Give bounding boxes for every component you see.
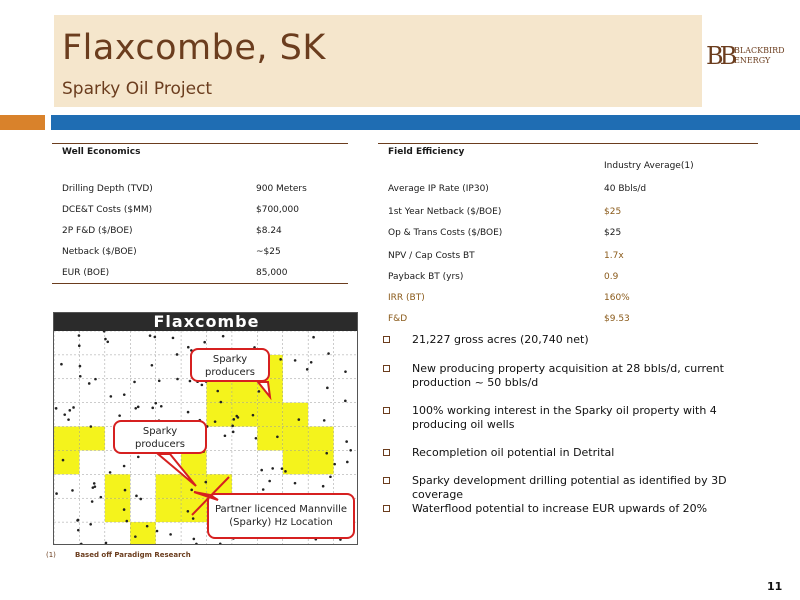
well-symbol — [149, 334, 152, 337]
row-label: Drilling Depth (TVD) — [62, 183, 153, 194]
row-value: 85,000 — [256, 267, 288, 278]
highlighted-section — [207, 379, 232, 403]
well-symbol — [235, 415, 238, 418]
row-value: 0.9 — [604, 271, 619, 282]
highlighted-section — [257, 403, 282, 427]
well-symbol — [67, 418, 70, 421]
sparky-producers-callout-left: Sparky producers — [113, 420, 207, 454]
row-label: Op & Trans Costs ($/BOE) — [388, 227, 503, 238]
well-symbol — [232, 431, 235, 434]
well-symbol — [79, 375, 82, 378]
table-row — [52, 199, 348, 220]
row-label: IRR (BT) — [388, 292, 425, 303]
well-symbol — [123, 393, 126, 396]
well-symbol — [79, 365, 82, 368]
well-symbol — [55, 407, 58, 410]
well-symbol — [151, 364, 154, 367]
accent-bar-blue — [51, 115, 800, 130]
highlighted-section — [156, 498, 181, 522]
table-row — [378, 222, 758, 243]
well-symbol — [195, 543, 198, 545]
well-symbol — [123, 508, 126, 511]
well-symbol — [220, 401, 223, 404]
well-symbol — [77, 529, 80, 532]
table-row — [378, 178, 758, 199]
well-symbol — [344, 370, 347, 373]
well-symbol — [329, 475, 332, 478]
well-symbol — [137, 406, 140, 409]
well-symbol — [60, 363, 63, 366]
row-value: 900 Meters — [256, 183, 307, 194]
map-title: Flaxcombe — [54, 313, 358, 331]
well-symbol — [325, 452, 328, 455]
highlighted-section — [54, 427, 79, 451]
table-row — [52, 178, 348, 199]
highlighted-section — [105, 474, 130, 498]
row-label: 1st Year Netback ($/BOE) — [388, 206, 502, 217]
well-symbol — [255, 437, 258, 440]
well-symbol — [134, 407, 137, 410]
well-symbol — [109, 471, 112, 474]
highlighted-section — [257, 379, 282, 403]
well-symbol — [72, 406, 75, 409]
sparky-producers-callout-top: Sparky producers — [190, 348, 270, 382]
well-symbol — [93, 482, 96, 485]
well-symbol — [193, 538, 196, 541]
well-symbol — [187, 346, 190, 349]
row-label: EUR (BOE) — [62, 267, 110, 278]
logo-line-1: BLACKBIRD — [734, 46, 785, 55]
well-symbol — [118, 414, 121, 417]
well-symbol — [80, 543, 83, 545]
table-row — [52, 241, 348, 262]
highlighted-section — [79, 427, 104, 451]
page-subtitle: Sparky Oil Project — [62, 79, 213, 99]
table-row — [378, 308, 758, 329]
well-symbol — [224, 434, 227, 437]
well-symbol — [326, 387, 329, 390]
table-row — [378, 287, 758, 308]
well-symbol — [232, 418, 235, 421]
well-symbol — [176, 378, 179, 381]
bullet-text: 100% working interest in the Sparky oil property with 4 producing oil wells — [412, 404, 717, 431]
well-symbol — [88, 382, 91, 385]
well-symbol — [89, 523, 92, 526]
well-symbol — [62, 459, 65, 462]
well-symbol — [63, 413, 66, 416]
well-symbol — [94, 378, 97, 381]
well-symbol — [327, 352, 330, 355]
well-symbol — [260, 469, 263, 472]
bullet-text: 21,227 gross acres (20,740 net) — [412, 333, 589, 346]
well-symbol — [139, 498, 142, 501]
row-value: 1.7x — [604, 250, 624, 261]
row-label: DCE&T Costs ($MM) — [62, 204, 153, 215]
well-symbol — [94, 485, 97, 488]
well-symbol — [172, 337, 175, 340]
well-symbol — [258, 390, 261, 393]
page-title: Flaxcombe, SK — [62, 28, 326, 68]
well-symbol — [262, 488, 265, 491]
bullet-text: New producing property acquisition at 28 bbls/d, current production ~ 50 bbls/d — [412, 362, 724, 389]
highlighted-section — [156, 474, 181, 498]
well-symbol — [204, 481, 207, 484]
well-symbol — [110, 395, 113, 398]
well-symbol — [346, 461, 349, 464]
company-logo — [706, 42, 792, 72]
well-symbol — [160, 405, 163, 408]
field-efficiency-heading: Field Efficiency — [378, 143, 758, 159]
row-label: F&D — [388, 313, 408, 324]
well-symbol — [91, 500, 94, 503]
highlighted-section — [130, 522, 155, 545]
highlighted-section — [232, 379, 257, 403]
row-value: $700,000 — [256, 204, 299, 215]
logo-text — [734, 46, 785, 66]
well-symbol — [276, 436, 279, 439]
row-value: 40 Bbls/d — [604, 183, 647, 194]
well-symbol — [284, 470, 287, 473]
highlighted-section — [283, 427, 308, 451]
row-label: Netback ($/BOE) — [62, 246, 137, 257]
row-value: $25 — [604, 227, 622, 238]
well-symbol — [78, 334, 81, 337]
row-value: 160% — [604, 292, 630, 303]
well-symbol — [137, 456, 140, 459]
field-efficiency-table — [378, 143, 758, 328]
highlighted-section — [257, 427, 282, 451]
highlighted-section — [181, 474, 206, 498]
well-symbol — [134, 535, 137, 538]
well-symbol — [103, 331, 106, 332]
partner-location-callout: Partner licenced Mannville (Sparky) Hz Location — [207, 493, 355, 539]
bullet-square-icon — [383, 449, 390, 456]
well-symbol — [189, 380, 192, 383]
bullet-square-icon — [383, 407, 390, 414]
row-label: NPV / Cap Costs BT — [388, 250, 475, 261]
well-symbol — [154, 402, 157, 405]
row-label: Payback BT (yrs) — [388, 271, 464, 282]
table-row — [378, 201, 758, 222]
well-symbol — [279, 358, 282, 361]
well-symbol — [192, 517, 195, 520]
well-symbol — [216, 390, 219, 393]
well-symbol — [294, 359, 297, 362]
well-symbol — [268, 480, 271, 483]
well-symbol — [219, 543, 222, 545]
well-symbol — [349, 449, 352, 452]
well-symbol — [158, 380, 161, 383]
highlighted-section — [105, 498, 130, 522]
well-symbol — [169, 533, 172, 536]
well-symbol — [135, 495, 138, 498]
highlighted-section — [308, 450, 333, 474]
table-row — [378, 266, 758, 287]
well-economics-heading: Well Economics — [52, 143, 348, 159]
well-symbol — [100, 496, 103, 499]
well-symbol — [231, 425, 234, 428]
well-symbol — [203, 341, 206, 344]
well-symbol — [124, 489, 127, 492]
well-symbol — [55, 492, 58, 495]
logo-line-2: ENERGY — [734, 56, 771, 65]
page-number: 11 — [767, 580, 783, 593]
well-symbol — [123, 465, 126, 468]
well-symbol — [310, 361, 313, 364]
well-symbol — [78, 344, 81, 347]
table-row — [52, 220, 348, 241]
row-value: $9.53 — [604, 313, 630, 324]
footnote-number: (1) — [46, 551, 56, 559]
table-row — [52, 262, 348, 283]
bullet-text: Sparky development drilling potential as identified by 3D coverage — [412, 474, 727, 501]
well-symbol — [252, 414, 255, 417]
well-symbol — [306, 368, 309, 371]
footnote-text: Based off Paradigm Research — [75, 551, 191, 559]
well-symbol — [105, 542, 108, 545]
well-economics-table — [52, 143, 348, 288]
table-bottom-rule — [52, 283, 348, 284]
well-symbol — [323, 419, 326, 422]
highlighted-section — [181, 450, 206, 474]
well-symbol — [201, 384, 204, 387]
well-symbol — [187, 510, 190, 513]
well-symbol — [151, 407, 154, 410]
well-symbol — [90, 425, 93, 428]
well-symbol — [156, 530, 159, 533]
row-value: $25 — [604, 206, 622, 217]
row-label: Average IP Rate (IP30) — [388, 183, 489, 194]
well-symbol — [104, 338, 107, 341]
logo-mark: BB — [706, 42, 734, 70]
well-symbol — [125, 520, 128, 523]
well-symbol — [154, 336, 157, 339]
well-symbol — [133, 381, 136, 384]
bullet-text: Waterflood potential to increase EUR upwards of 20% — [412, 502, 708, 515]
well-symbol — [146, 525, 149, 528]
row-value: $8.24 — [256, 225, 282, 236]
well-symbol — [71, 489, 74, 492]
highlighted-section — [283, 403, 308, 427]
well-symbol — [68, 409, 71, 412]
accent-bar-orange — [0, 115, 45, 130]
well-symbol — [322, 485, 325, 488]
highlighted-section — [54, 450, 79, 474]
well-symbol — [312, 336, 315, 339]
well-symbol — [214, 420, 217, 423]
bullet-square-icon — [383, 365, 390, 372]
well-symbol — [344, 400, 347, 403]
bullet-text: Recompletion oil potential in Detrital — [412, 446, 615, 459]
well-symbol — [76, 519, 79, 522]
well-symbol — [176, 353, 179, 356]
well-symbol — [281, 467, 284, 470]
row-label: 2P F&D ($/BOE) — [62, 225, 133, 236]
row-value: ~$25 — [256, 246, 281, 257]
highlighted-section — [207, 403, 232, 427]
well-symbol — [333, 463, 336, 466]
well-symbol — [345, 440, 348, 443]
well-symbol — [222, 335, 225, 338]
table-row — [378, 245, 758, 266]
industry-average-header: Industry Average(1) — [604, 161, 694, 171]
well-symbol — [271, 467, 274, 470]
highlighted-section — [308, 427, 333, 451]
well-symbol — [190, 489, 193, 492]
well-symbol — [294, 482, 297, 485]
bullet-square-icon — [383, 477, 390, 484]
well-symbol — [187, 411, 190, 414]
well-symbol — [298, 418, 301, 421]
bullet-square-icon — [383, 336, 390, 343]
bullet-square-icon — [383, 505, 390, 512]
well-symbol — [106, 340, 109, 343]
